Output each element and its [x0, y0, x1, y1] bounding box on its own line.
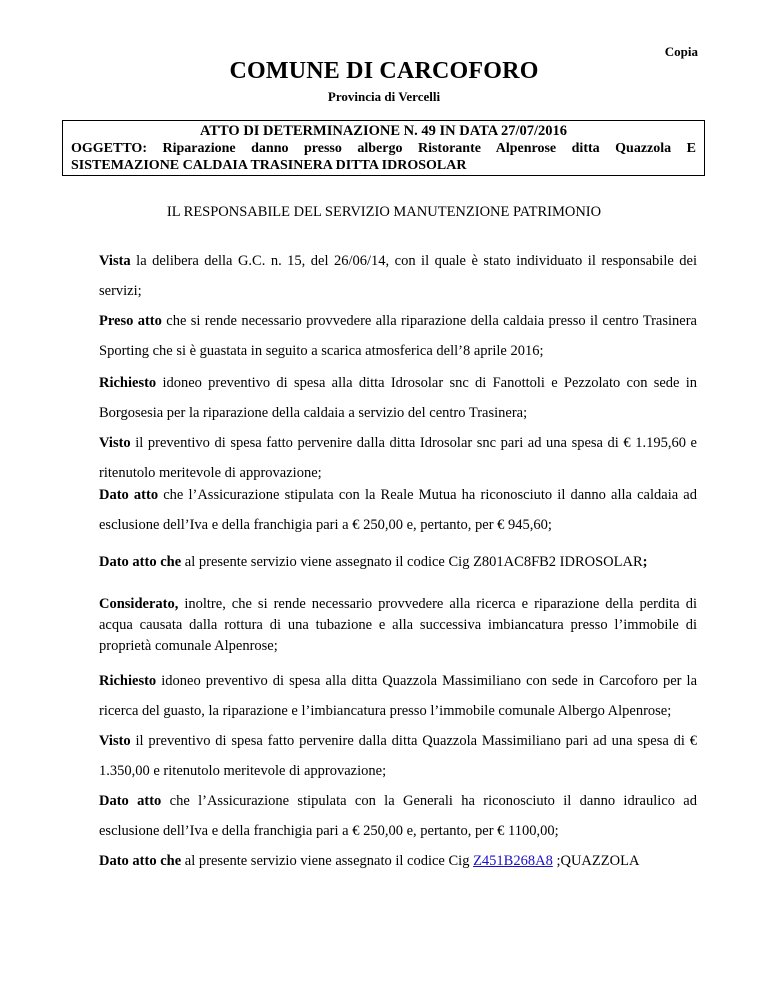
paragraph-preso-atto: Preso atto che si rende necessario provvedere alla riparazione della caldaia presso il centro Trasinera Sporting che si è guastata in seguito a scarica atmosferica dell’8 aprile 2016;	[99, 313, 697, 359]
paragraph-visto-1: Visto il preventivo di spesa fatto pervenire dalla ditta Idrosolar snc pari ad una spesa di € 1.195,60 e ritenutolo meritevole di approvazione;	[99, 435, 697, 481]
paragraph-visto-2: Visto il preventivo di spesa fatto pervenire dalla ditta Quazzola Massimiliano pari ad una spesa di € 1.350,00 e ritenutolo meritevole di approvazione;	[99, 733, 697, 779]
province-subtitle: Provincia di Vercelli	[327, 89, 441, 104]
municipality-title: COMUNE DI CARCOFORO	[229, 58, 539, 84]
oggetto-line-2: SISTEMAZIONE CALDAIA TRASINERA DITTA IDROSOLAR	[71, 158, 467, 173]
paragraph-richiesto-1: Richiesto idoneo preventivo di spesa alla ditta Idrosolar snc di Fanottoli e Pezzolato con sede in Borgosesia per la riparazione della caldaia a servizio del centro Trasinera;	[99, 375, 697, 421]
paragraph-dato-atto-2: Dato atto che l’Assicurazione stipulata con la Generali ha riconosciuto il danno idraulico ad esclusione dell’Iva e della franchigia pari a € 250,00 e, pertanto, per € 1100,00;	[99, 793, 697, 839]
cig-code-link[interactable]: Z451B268A8	[473, 853, 553, 869]
responsible-heading: IL RESPONSABILE DEL SERVIZIO MANUTENZIONE PATRIMONIO	[166, 204, 602, 220]
copy-label: Copia	[664, 44, 698, 59]
paragraph-cig-idrosolar: Dato atto che al presente servizio viene assegnato il codice Cig Z801AC8FB2 IDROSOLAR;	[99, 554, 648, 570]
paragraph-dato-atto-1: Dato atto che l’Assicurazione stipulata con la Reale Mutua ha riconosciuto il danno alla caldaia ad esclusione dell’Iva e della franchigia pari a € 250,00 e, pertanto, per € 945,60;	[99, 487, 697, 533]
paragraph-cig-quazzola: Dato atto che al presente servizio viene assegnato il codice Cig Z451B268A8 ;QUAZZOLA	[99, 853, 640, 869]
oggetto-line-1: OGGETTO: Riparazione danno presso albergo Ristorante Alpenrose ditta Quazzola E	[71, 141, 696, 156]
paragraph-considerato: Considerato, inoltre, che si rende necessario provvedere alla ricerca e riparazione della perdita di acqua causata dalla rottura di una tubazione e alla successiva imbiancatura presso l’immobile di proprietà comunale Alpenrose;	[99, 596, 697, 654]
act-title: ATTO DI DETERMINAZIONE N. 49 IN DATA 27/07/2016	[199, 123, 568, 139]
paragraph-richiesto-2: Richiesto idoneo preventivo di spesa alla ditta Quazzola Massimiliano con sede in Carcoforo per la ricerca del guasto, la riparazione e l’imbiancatura presso l’immobile comunale Albergo Alpenrose;	[99, 673, 697, 719]
act-header-box	[62, 120, 705, 176]
paragraph-vista-1: Vista la delibera della G.C. n. 15, del 26/06/14, con il quale è stato individuato il responsabile dei servizi;	[99, 253, 697, 299]
